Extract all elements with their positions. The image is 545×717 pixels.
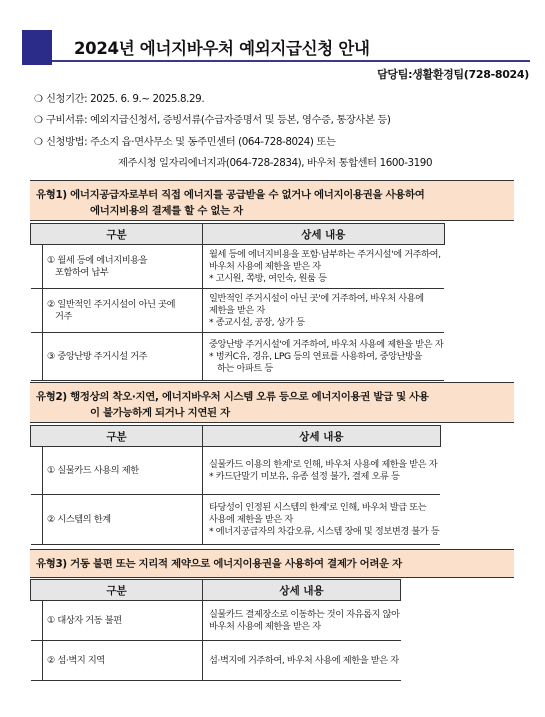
row-category: ① 월세 등에 에너지비용을 포함하여 납부 [43, 245, 203, 289]
section-table [30, 223, 445, 381]
row-detail: 섬·벽지에 거주하여, 바우처 사용에 제한을 받은 자 [203, 641, 401, 681]
info-label: 구비서류: [46, 114, 91, 126]
table-row [31, 289, 445, 333]
row-category: ① 대상자 거동 불편 [43, 601, 203, 641]
info-method [34, 133, 336, 148]
heading-line: 유형3) 거동 불편 또는 지리적 제약으로 에너지이용권을 사용하여 결제가 어려운 자 [36, 558, 402, 570]
column-header-category: 구분 [31, 224, 203, 245]
row-detail: 실물카드 결제장소로 이동하는 것이 자유롭지 않아 바우처 사용에 제한을 받은 자 [203, 601, 401, 641]
info-value: 주소지 읍·면사무소 및 동주민센터 (064-728-8024) 또는 [90, 136, 336, 148]
row-category: ② 시스템의 한계 [43, 495, 203, 545]
info-documents [34, 111, 391, 126]
table-row [31, 245, 445, 289]
info-label: 신청기간: [46, 93, 91, 105]
manager-contact: 담당팀:생활환경팀(728-8024) [377, 68, 529, 81]
heading-line: 에너지비용의 결제를 할 수 없는 자 [90, 205, 243, 217]
row-detail: 실물카드 이용의 한계'로 인해, 바우처 사용에 제한을 받은 자 * 카드단말기 미보유, 유종 설정 불가, 결제 오류 등 [203, 447, 441, 495]
info-period [34, 90, 204, 105]
table-row [31, 447, 441, 495]
row-category: ② 섬·벽지 지역 [43, 641, 203, 681]
table-row [31, 495, 441, 545]
circle-bullet-icon: ❍ [34, 115, 43, 126]
row-category: ① 실물카드 사용의 제한 [43, 447, 203, 495]
row-detail: 타당성이 인정된 시스템의 한계'로 인해, 바우처 발급 또는 사용에 제한을 받은 자 * 에너지공급자의 차감오류, 시스템 장애 및 정보변경 불가 등 [203, 495, 441, 545]
info-value: 예외지급신청서, 증빙서류(수급자증명서 및 등본, 영수증, 통장사본 등) [90, 114, 391, 126]
info-label: 신청방법: [46, 136, 91, 148]
info-value: 제주시청 일자리에너지과(064-728-2834), 바우처 통합센터 1600-3190 [118, 157, 433, 169]
row-detail: 중앙난방 주거시설'에 거주하여, 바우처 사용에 제한을 받은 자 * 벙커C유, 경유, LPG 등의 연료를 사용하여, 중앙난방을 하는 아파트 등 [203, 333, 445, 381]
row-detail: 월세 등에 에너지비용을 포함·납부하는 주거시설'에 거주하여, 바우처 사용에 제한을 받은 자 * 고시원, 쪽방, 여인숙, 원룸 등 [203, 245, 445, 289]
table-row [31, 333, 445, 381]
heading-line: 이 불가능하게 되거나 지연된 자 [90, 407, 230, 419]
row-category: ② 일반적인 주거시설이 아닌 곳에 거주 [43, 289, 203, 333]
column-header-detail: 상세 내용 [203, 580, 401, 601]
column-header-detail: 상세 내용 [203, 224, 445, 245]
column-header-category: 구분 [31, 426, 203, 447]
title-bar [22, 30, 530, 65]
page-title: 2024년 에너지바우처 예외지급신청 안내 [74, 39, 370, 58]
section-type3 [30, 549, 514, 689]
section-table [30, 425, 441, 545]
section-heading [30, 549, 514, 578]
row-detail: 일반적인 주거시설이 아닌 곳'에 거주하여, 바우처 사용에 제한을 받은 자 * 종교시설, 공장, 상가 등 [203, 289, 445, 333]
section-heading [30, 382, 514, 423]
section-type2 [30, 382, 514, 542]
row-category: ③ 중앙난방 주거시설 거주 [43, 333, 203, 381]
circle-bullet-icon: ❍ [34, 94, 43, 105]
heading-line: 유형1) 에너지공급자로부터 직접 에너지를 공급받을 수 없거나 에너지이용권을 사용하여 [36, 189, 425, 201]
section-heading [30, 180, 514, 221]
title-square-icon [22, 30, 52, 65]
info-value: 2025. 6. 9.~ 2025.8.29. [90, 93, 205, 105]
section-type1 [30, 180, 514, 380]
heading-line: 유형2) 행정상의 착오·지연, 에너지바우처 시스템 오류 등으로 에너지이용권 발급 및 사용 [36, 391, 429, 403]
table-row [31, 601, 401, 641]
circle-bullet-icon: ❍ [34, 137, 43, 148]
section-table [30, 579, 401, 681]
column-header-detail: 상세 내용 [203, 426, 441, 447]
title-underline [52, 60, 530, 62]
column-header-category: 구분 [31, 580, 203, 601]
table-row [31, 641, 401, 681]
info-method-continued [118, 154, 432, 169]
